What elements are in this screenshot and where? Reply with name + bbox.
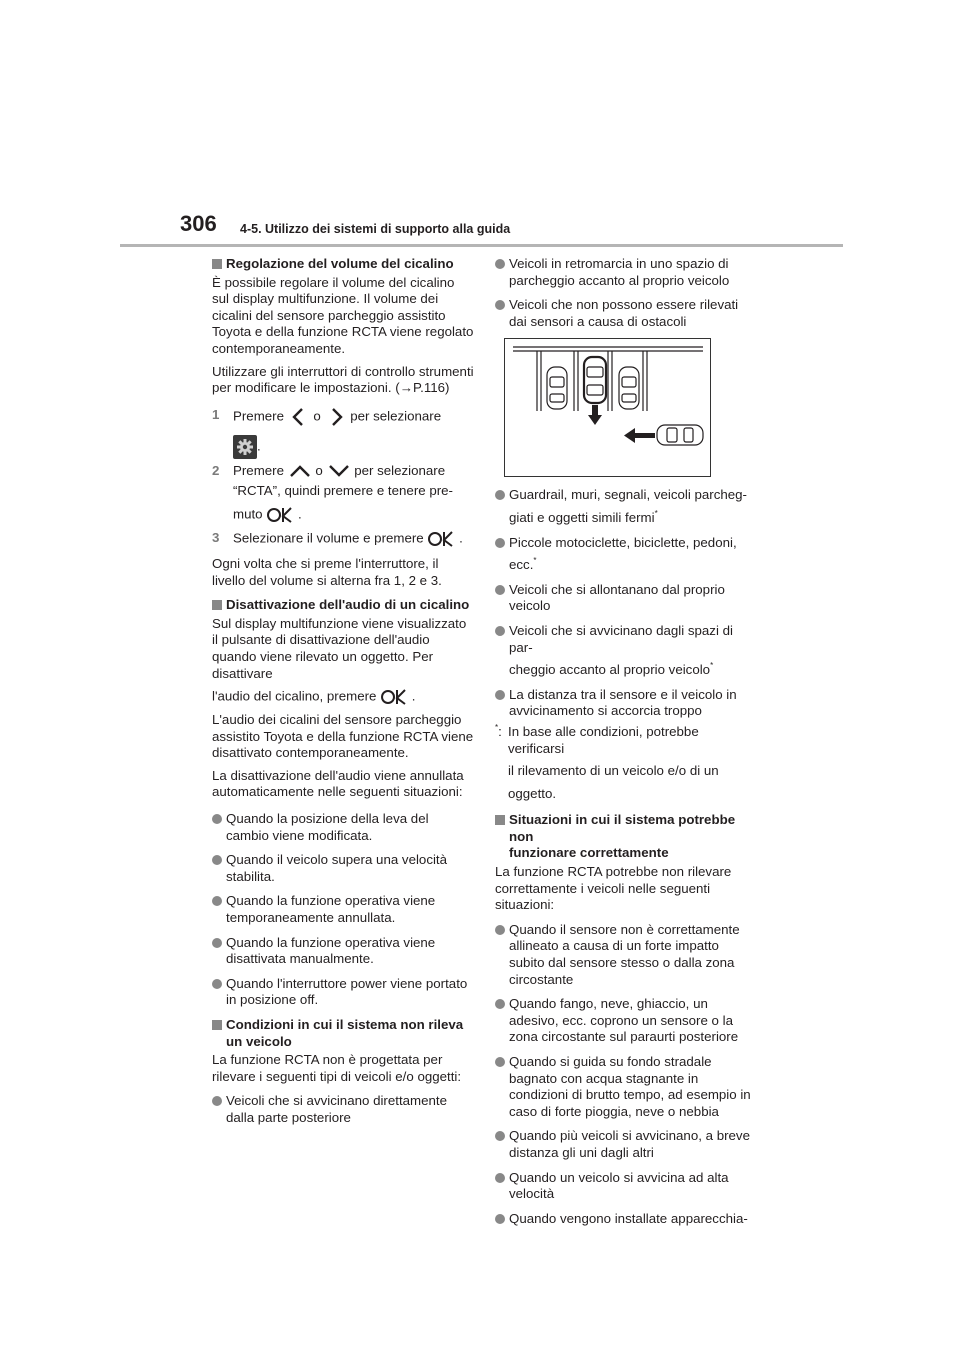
list-item-text: Veicoli in retromarcia in uno spazio di parcheggio accanto al proprio veicolo	[509, 256, 730, 288]
ok-button-icon	[427, 530, 455, 548]
chevron-down-icon	[327, 463, 351, 479]
heading-mute: Disattivazione dell'audio di un cicalino	[212, 597, 474, 614]
list-item-text: Veicoli che si avvicinano dagli spazi di par-	[509, 622, 733, 655]
footnote-text: oggetto.	[508, 785, 557, 801]
footnote-mark: *	[654, 508, 658, 518]
ok-button-icon	[266, 506, 294, 524]
step-number: 2	[212, 462, 220, 478]
bullet-icon	[212, 938, 222, 948]
list-item	[495, 623, 757, 679]
footnote-mark: *	[710, 661, 714, 671]
bullet-icon	[495, 538, 505, 548]
list-item	[495, 996, 757, 1046]
parking-illustration	[504, 338, 711, 477]
list-item-text: La distanza tra il sensore e il veicolo in avvicinamento si accorcia troppo	[509, 686, 737, 719]
right-column	[495, 256, 757, 1235]
list-item-text: giati e oggetti simili fermi	[509, 509, 655, 525]
heading-text: Situazioni in cui il sistema potrebbe non	[509, 812, 736, 844]
list-item	[212, 976, 474, 1009]
step-text: muto	[233, 506, 263, 522]
step-number: 3	[212, 529, 220, 545]
list-item	[495, 1128, 757, 1161]
step-1: 1 Premere o per selezionare .	[212, 407, 474, 459]
list-item-text: Quando la posizione della leva del cambio viene modificata.	[226, 811, 429, 843]
paragraph: Ogni volta che si preme l'interruttore, il livello del volume si alterna fra 1, 2 e 3.	[212, 555, 442, 588]
chevron-left-icon	[288, 407, 310, 427]
list-item-text: Piccole motociclette, biciclette, pedoni,	[509, 534, 737, 550]
list-item	[212, 852, 474, 885]
bullet-icon	[495, 626, 505, 636]
bullet-icon	[495, 259, 505, 269]
step-text: Selezionare il volume e premere	[233, 530, 424, 546]
bullet-icon	[212, 1096, 222, 1106]
list-item	[495, 256, 757, 289]
footnote-text: il rilevamento di un veicolo e/o di un	[508, 763, 719, 779]
list-item	[495, 582, 757, 615]
bullet-icon	[495, 1131, 505, 1141]
heading-text: un veicolo	[226, 1033, 292, 1049]
bullet-icon	[495, 490, 505, 500]
paragraph: La funzione RCTA non è progettata per rilevare i seguenti tipi di veicoli e/o oggetti:	[212, 1052, 462, 1084]
list-item-text: Quando la funzione operativa viene temporaneamente annullata.	[226, 893, 436, 926]
list-item	[212, 811, 474, 844]
footnote	[495, 724, 757, 802]
list-item-text: Quando si guida su fondo stradale bagnato con acqua stagnante in condizioni di brutto tempo, ad esempio in caso di forte pioggia, neve o nebbia	[509, 1054, 751, 1119]
paragraph-text: l'audio del cicalino, premere	[212, 688, 377, 704]
paragraph: È possibile regolare il volume del cicalino sul display multifunzione. Il volume dei cicalini del sensore parcheggio assistito Toyota e della funzione RCTA viene regolato contemporaneamente.	[212, 274, 474, 356]
chevron-up-icon	[288, 463, 312, 479]
bullet-icon	[495, 585, 505, 595]
bullet-icon	[212, 979, 222, 989]
step-text: o	[313, 408, 321, 424]
header-rule	[120, 244, 843, 247]
bullet-icon	[495, 300, 505, 310]
bullet-icon	[212, 855, 222, 865]
heading-malfunction-situations	[495, 812, 757, 862]
list-item	[495, 1054, 757, 1120]
list-item-text: Veicoli che non possono essere rilevati dai sensori a causa di ostacoli	[509, 297, 739, 329]
step-text: o	[315, 462, 323, 478]
paragraph: La disattivazione dell'audio viene annullata automaticamente nelle seguenti situazioni:	[212, 767, 464, 800]
step-text: Premere	[233, 462, 284, 478]
parking-diagram	[505, 339, 710, 476]
list-item	[495, 1170, 757, 1203]
list-item-text: Quando un veicolo si avvicina ad alta velocità	[509, 1169, 729, 1202]
list-item-text: Quando fango, neve, ghiaccio, un adesivo, ecc. coprono un sensore o la zona circostante sul paraurti posteriore	[509, 996, 739, 1045]
list-item	[495, 297, 757, 330]
arrow-down-icon	[588, 405, 602, 425]
list-item-text: Quando la funzione operativa viene disattivata manualmente.	[226, 934, 436, 967]
chevron-right-icon	[325, 407, 347, 427]
step-text: per selezionare	[350, 408, 442, 424]
footnote-text: In base alle condizioni, potrebbe verificarsi	[508, 723, 699, 756]
bullet-icon	[495, 1173, 505, 1183]
list-item-text: Quando più veicoli si avvicinano, a breve distanza gli uni dagli altri	[509, 1128, 750, 1160]
bullet-icon	[212, 814, 222, 824]
footnote-mark: *	[495, 722, 499, 732]
list-item-text: ecc.	[509, 557, 534, 573]
list-item-text: cheggio accanto al proprio veicolo	[509, 662, 711, 678]
paragraph: L'audio dei cicalini del sensore parcheggio assistito Toyota e della funzione RCTA viene disattivato contemporaneamente.	[212, 712, 474, 761]
list-item	[212, 1093, 474, 1126]
heading-not-detected	[212, 1017, 474, 1050]
list-item	[495, 687, 757, 720]
list-item-text: Quando il sensore non è correttamente allineato a causa di un forte impatto subito dal sensore stesso o dalla zona circostante	[509, 921, 740, 987]
list-item-text: Veicoli che si allontanano dal proprio veicolo	[509, 581, 725, 614]
step-text: Premere	[233, 408, 284, 424]
list-item	[212, 935, 474, 968]
bullet-icon	[495, 690, 505, 700]
step-2: 2 Premere o per selezionare “RCTA”, quindi premere e tenere pre- muto .	[212, 463, 474, 524]
arrow-left-icon	[624, 428, 655, 443]
paragraph: l'audio del cicalino, premere .	[212, 688, 474, 706]
list-item-text: Quando vengono installate apparecchia-	[509, 1210, 748, 1226]
heading-text: Condizioni in cui il sistema non rileva	[226, 1017, 464, 1032]
section-title: 4-5. Utilizzo dei sistemi di supporto alla guida	[240, 222, 511, 236]
ok-button-icon	[380, 688, 408, 706]
footnote-marker: *:	[495, 722, 502, 739]
list-item-text: Quando il veicolo supera una velocità stabilita.	[226, 852, 448, 884]
footnote-mark: *	[533, 556, 537, 566]
paragraph: Sul display multifunzione viene visualizzato il pulsante di disattivazione dell'audio quando viene rilevato un oggetto. Per disattivare	[212, 615, 467, 681]
page-header	[0, 0, 960, 260]
list-item-text: Quando l'interruttore power viene portato in posizione off.	[226, 975, 468, 1008]
heading-text: funzionare correttamente	[509, 845, 669, 861]
bullet-icon	[495, 925, 505, 935]
list-item	[212, 893, 474, 926]
step-text: “RCTA”, quindi premere e tenere pre-	[233, 483, 453, 499]
list-item	[495, 535, 757, 574]
paragraph: La funzione RCTA potrebbe non rilevare correttamente i veicoli nelle seguenti situazioni:	[495, 864, 732, 913]
list-item-text: Veicoli che si avvicinano direttamente dalla parte posteriore	[226, 1093, 447, 1125]
page-number: 306	[180, 211, 217, 236]
heading-buzzer-volume: Regolazione del volume del cicalino	[212, 256, 474, 273]
bullet-icon	[495, 1057, 505, 1067]
step-number: 1	[212, 406, 220, 422]
bullet-icon	[495, 999, 505, 1009]
bullet-icon	[212, 896, 222, 906]
left-column	[212, 256, 474, 1135]
list-item	[495, 1211, 757, 1228]
list-item	[495, 487, 757, 526]
gear-icon	[233, 435, 257, 459]
step-text: per selezionare	[354, 462, 446, 478]
list-item-text: Guardrail, muri, segnali, veicoli parcheg-	[509, 487, 747, 503]
step-3: 3 Selezionare il volume e premere .	[212, 530, 474, 548]
list-item	[495, 922, 757, 988]
bullet-icon	[495, 1214, 505, 1224]
paragraph: Utilizzare gli interruttori di controllo strumenti per modificare le impostazioni. (→P.116)	[212, 363, 474, 396]
